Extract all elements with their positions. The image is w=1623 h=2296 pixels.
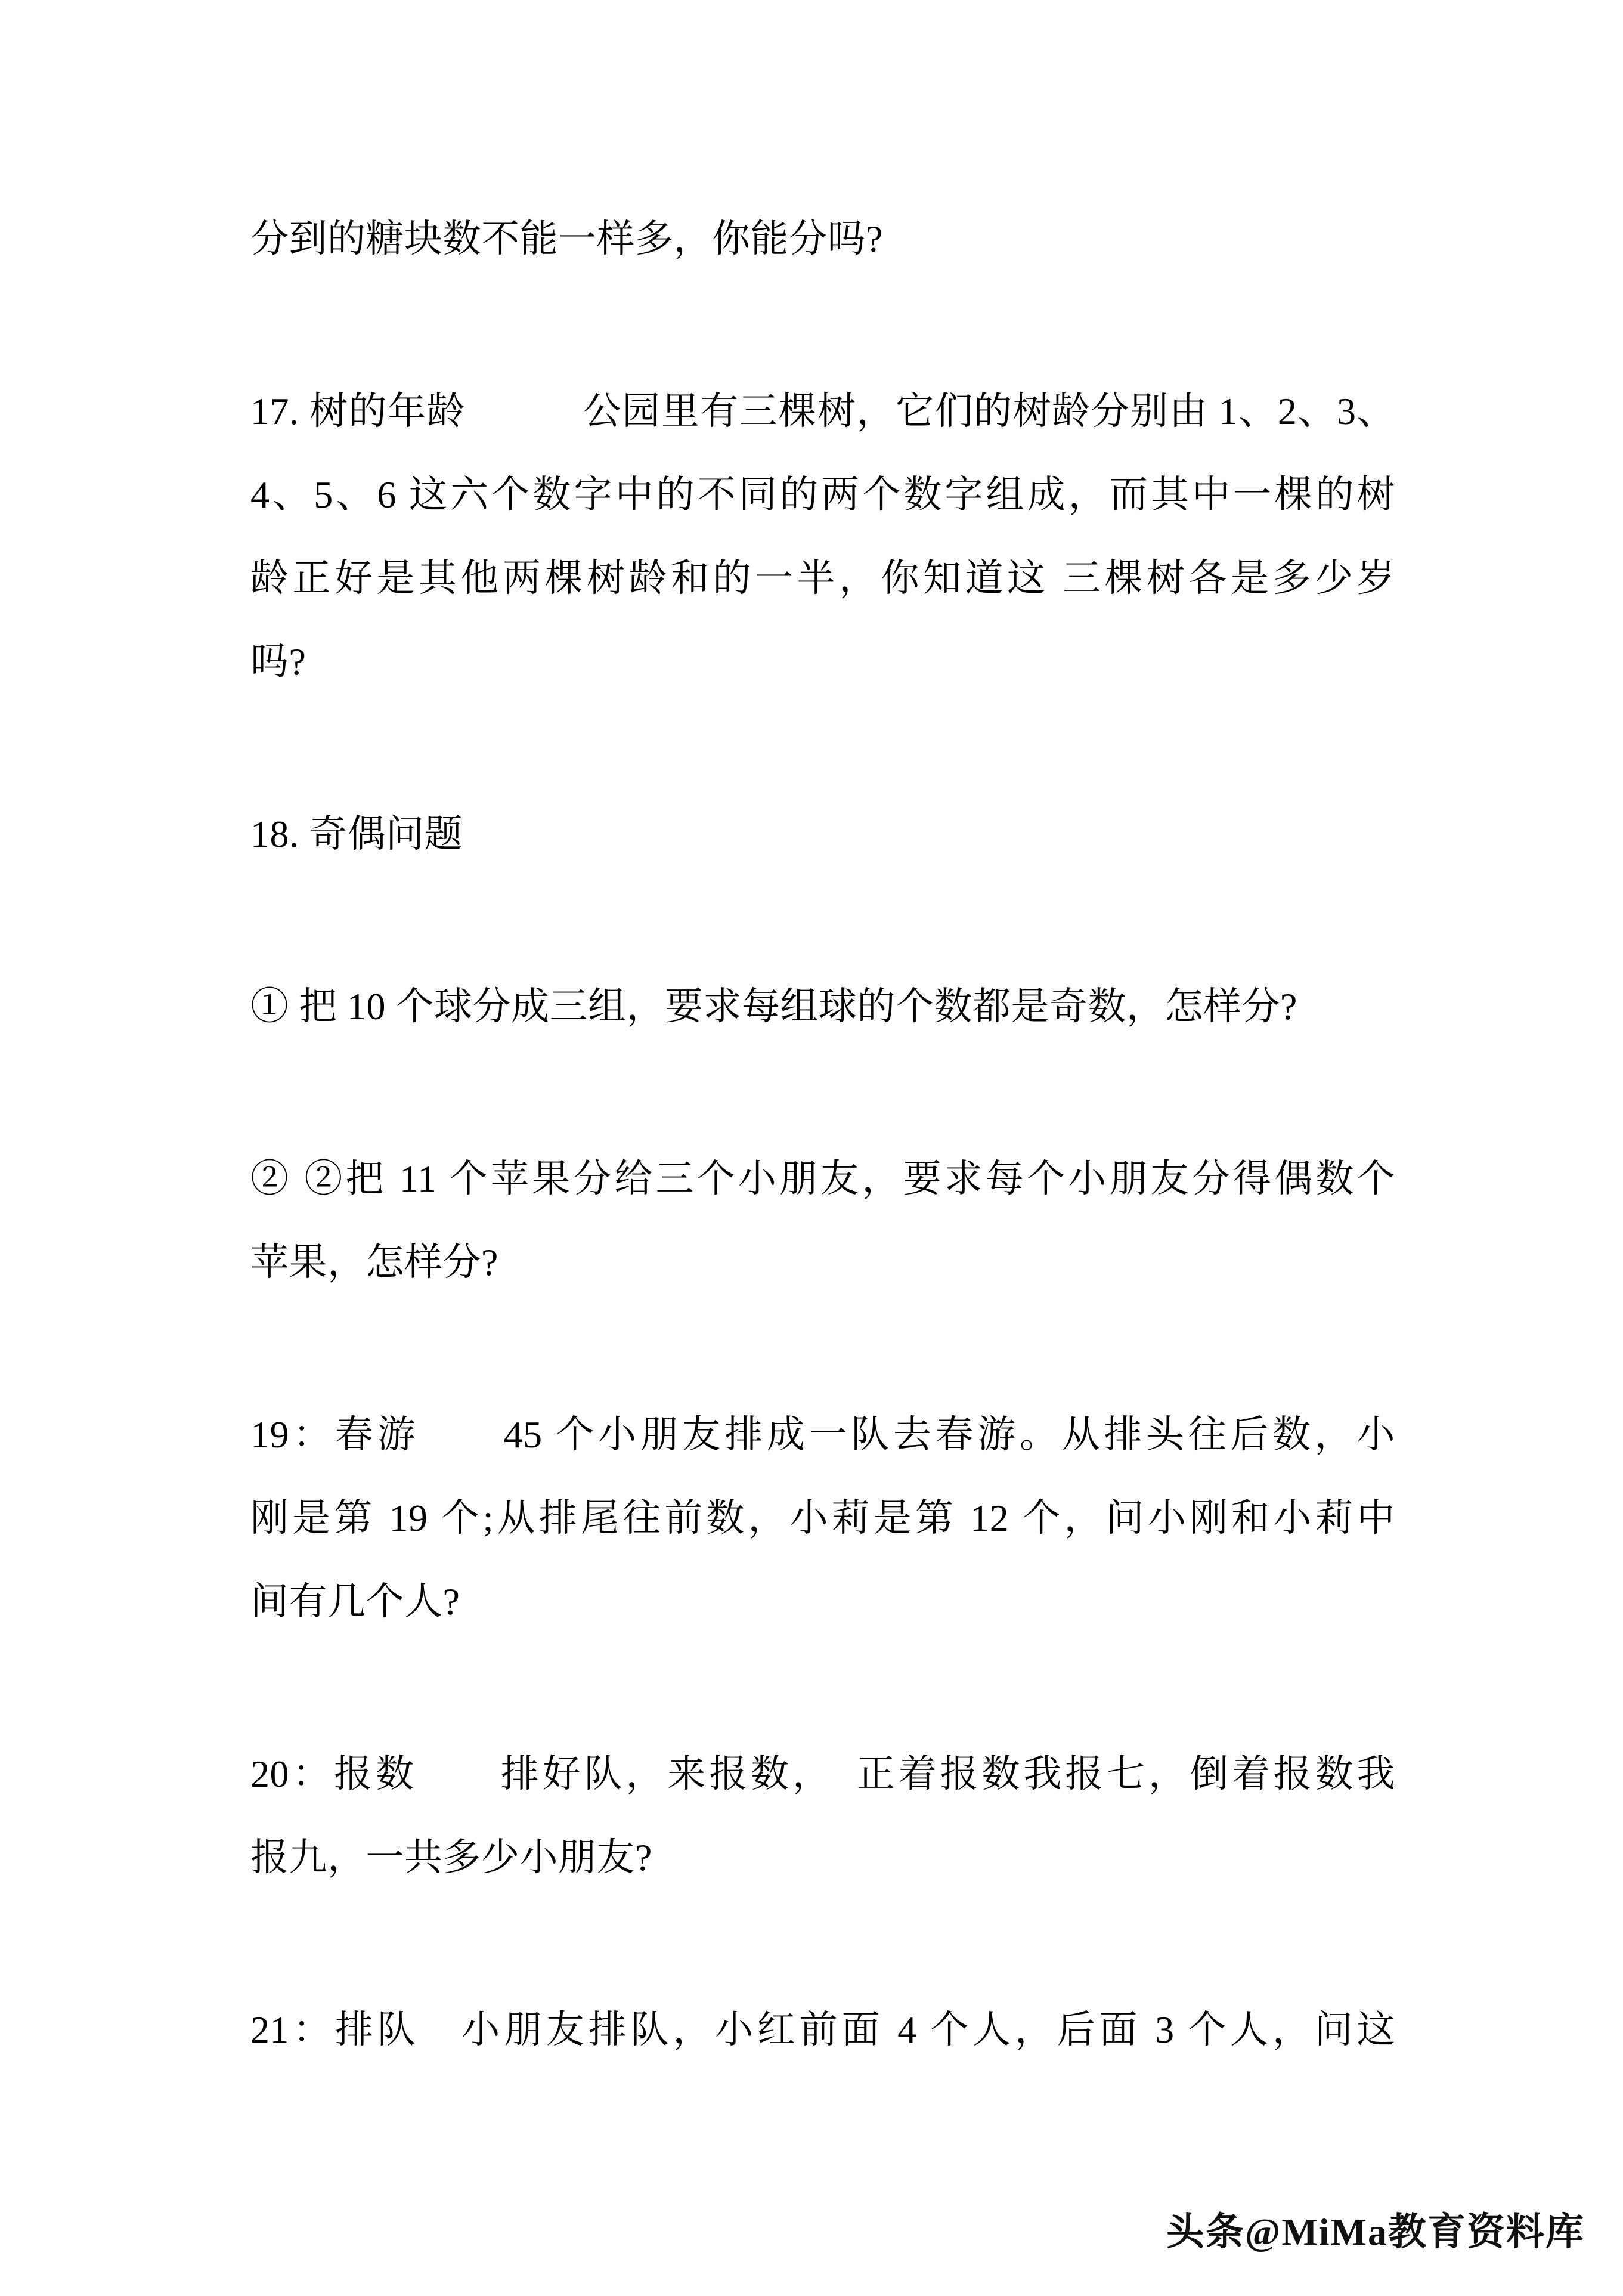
text-line: 龄正好是其他两棵树龄和的一半，你知道这 三棵树各是多少岁 (250, 557, 1395, 599)
text-line: 20：报数 排好队，来报数， 正着报数我报七，倒着报数我 (250, 1753, 1395, 1795)
text-line: ② ②把 11 个苹果分给三个小朋友，要求每个小朋友分得偶数个 (250, 1158, 1395, 1200)
paragraph-18-item-2 (250, 1137, 1395, 1304)
paragraph-21-queue (250, 1988, 1395, 2072)
paragraph-19-spring-outing (250, 1393, 1395, 1644)
paragraph-18-odd-even-title (250, 793, 1395, 876)
paragraph-16-tail (250, 197, 1395, 281)
text-line: 17. 树的年龄 公园里有三棵树，它们的树龄分别由 1、2、3、 (250, 390, 1395, 432)
text-line: 间有几个人? (250, 1580, 460, 1623)
text-line: 18. 奇偶问题 (250, 813, 463, 855)
text-line: 21：排队 小朋友排队，小红前面 4 个人，后面 3 个人，问这 (250, 2009, 1395, 2051)
paragraph-18-item-1 (250, 965, 1395, 1048)
text-line: 4、5、6 这六个数字中的不同的两个数字组成，而其中一棵的树 (250, 474, 1395, 516)
watermark-text: 头条@MiMa教育资料库 (1166, 2211, 1585, 2253)
text-line: ① 把 10 个球分成三组，要求每组球的个数都是奇数，怎样分? (250, 985, 1297, 1028)
document-text (250, 197, 1395, 2072)
text-line: 吗? (250, 640, 306, 683)
text-line: 19：春游 45 个小朋友排成一队去春游。从排头往后数，小 (250, 1413, 1395, 1456)
paragraph-17-tree-age (250, 370, 1395, 704)
paragraph-20-counting-off (250, 1732, 1395, 1899)
text-line: 刚是第 19 个;从排尾往前数，小莉是第 12 个，问小刚和小莉中 (250, 1497, 1395, 1539)
text-line: 苹果，怎样分? (250, 1241, 498, 1283)
text-line: 分到的糖块数不能一样多，你能分吗? (250, 218, 883, 260)
text-line: 报九，一共多少小朋友? (250, 1836, 652, 1879)
